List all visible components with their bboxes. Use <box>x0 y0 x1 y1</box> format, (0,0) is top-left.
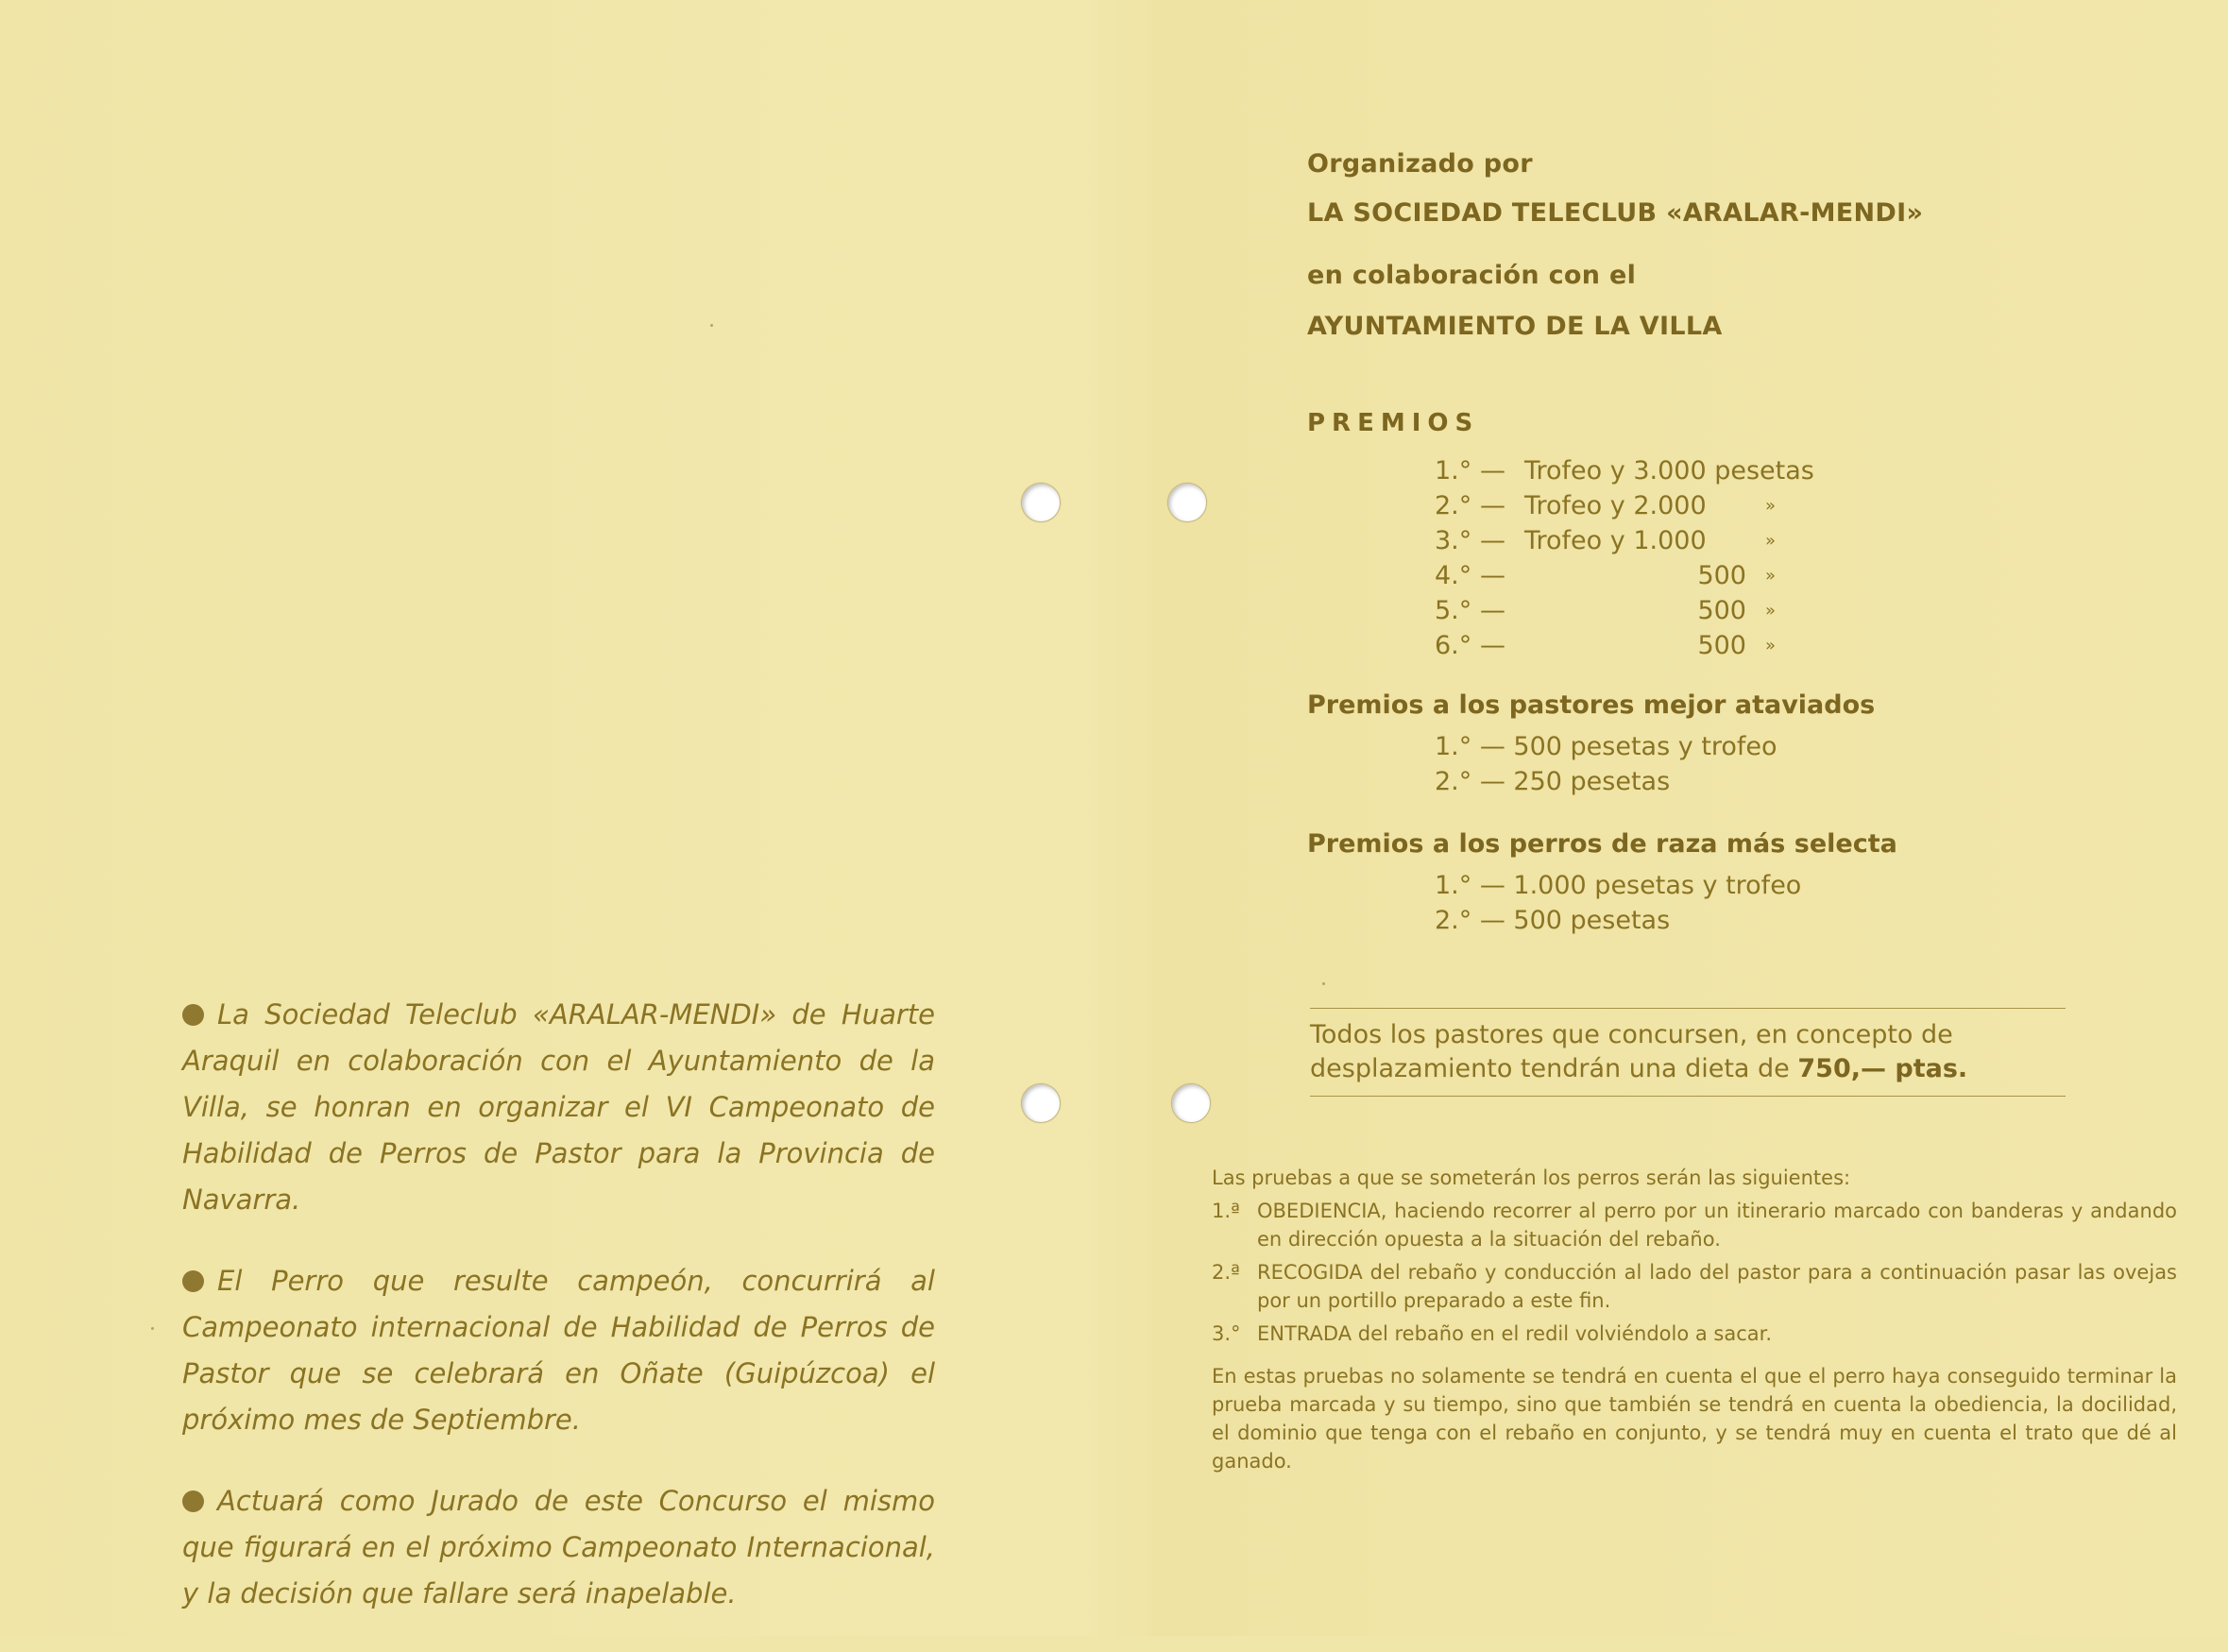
best-dressed-heading: Premios a los pastores mejor ataviados <box>1307 690 1876 720</box>
paper-speck <box>1322 982 1325 985</box>
test-item: 1.ª OBEDIENCIA, haciendo recorrer al perro por un itinerario marcado con banderas y andando en dirección opuesta a la situación del rebaño. <box>1212 1200 2177 1251</box>
select-breed-list <box>1435 868 1801 938</box>
tests-intro: Las pruebas a que se someterán los perros serán las siguientes: <box>1212 1167 1851 1189</box>
collaboration-with: en colaboración con el <box>1307 261 1637 290</box>
info-paragraph: Actuará como Jurado de este Concurso el mismo que figurará en el próximo Campeonato Internacional, y la decisión que fallare será inapelable. <box>182 1485 935 1609</box>
info-column <box>182 992 935 1652</box>
paper-speck <box>151 1327 154 1330</box>
town-hall: AYUNTAMIENTO DE LA VILLA <box>1307 312 1723 341</box>
punch-hole <box>1167 483 1207 522</box>
punch-hole <box>1171 1083 1211 1123</box>
list-item: 1.° — 500 pesetas y trofeo <box>1435 732 1777 761</box>
tests-conclusion: En estas pruebas no solamente se tendrá en cuenta el que el perro haya conseguido terminar la prueba marcada y su tiempo, sino que también se tendrá en cuenta la obediencia, la docilidad, el dominio que tenga con el rebaño en conjunto, y se tendrá muy en cuenta el trato que dé al ganado. <box>1212 1365 2177 1473</box>
bullet-dot-icon <box>182 1490 204 1512</box>
best-dressed-list <box>1435 729 1777 799</box>
info-paragraph: La Sociedad Teleclub «ARALAR-MENDI» de Huarte Araquil en colaboración con el Ayuntamiento de la Villa, se honran en organizar el VI Campeonato de Habilidad de Perros de Pastor para la Provincia de Navarra. <box>182 998 935 1216</box>
document-spread: Organizado por LA SOCIEDAD TELECLUB «ARALAR-MENDI» en colaboración con el AYUNTAMIENTO DE LA VILLA PREMIOS 1.° — Trofeo y 3.000 pesetas 2.° — Trofeo y 2.000 » 3.° — Trofeo y 1.000 » 4.° — 500 » 5.° — 500 » 6.° — 500 » Premios a los pastores mejor ataviados 1.° — 500 pesetas y trofeo 2.° — 250 pesetas Premios a los perros de raza más selecta 1.° — 1.000 pesetas y trofeo 2.° — 500 pesetas Todos los pastores que concursen, en concepto de desplazamiento tendrán una dieta de 750,— ptas. Las pruebas a que se someterán los perros serán las siguientes: 1.ª OBEDIENCIA, haciendo recorrer al perro por un itinerario marcado con banderas y andando en dirección opuesta a la situación del rebaño. 2.ª RECOGIDA del rebaño y conducción al lado del pastor para a continuación pasar las ovejas por un portillo preparado a este fin. 3.° ENTRADA del rebaño en el redil volviéndolo a sacar. En estas pruebas no solamente se tendrá en cuenta el que el perro haya conseguido terminar la prueba marcada y su tiempo, sino que también se tendrá en cuenta la obediencia, la docilidad, el dominio que tenga con el rebaño en conjunto, y se tendrá muy en cuenta el trato que dé al ganado. La Sociedad Teleclub «ARALAR-MENDI» de Huarte Araquil en colaboración con el Ayuntamiento de la Villa, se honran en organizar el VI Campeonato de Habilidad de Perros de Pastor para la Provincia de Navarra. El Perro que resulte campeón, concurrirá al Campeonato internacional de Habilidad de Perros de Pastor que se celebrará en Oñate (Guipúzcoa) el próximo mes de Septiembre. Actuará como Jurado de este Concurso el mismo que figurará en el próximo Campeonato Internacional, y la decisión que fallare será inapelable. <box>0 0 2228 1636</box>
punch-hole <box>1021 483 1061 522</box>
info-paragraph: El Perro que resulte campeón, concurrirá al Campeonato internacional de Habilidad de Perros de Pastor que se celebrará en Oñate (Guipúzcoa) el próximo mes de Septiembre. <box>182 1265 935 1436</box>
prizes-heading: PREMIOS <box>1307 409 1480 437</box>
tests-section <box>1212 1164 2177 1475</box>
organized-by: Organizado por <box>1307 149 1533 179</box>
list-item: 1.° — 1.000 pesetas y trofeo <box>1435 871 1802 900</box>
allowance-notice: Todos los pastores que concursen, en concepto de desplazamiento tendrán una dieta de 750,— ptas. <box>1310 1008 2066 1097</box>
list-item: 2.° — 500 pesetas <box>1435 906 1671 935</box>
list-item: 2.° — 250 pesetas <box>1435 767 1671 796</box>
test-item: 3.° ENTRADA del rebaño en el redil volviéndolo a sacar. <box>1212 1322 1773 1345</box>
select-breed-heading: Premios a los perros de raza más selecta <box>1307 829 1897 859</box>
society-name: LA SOCIEDAD TELECLUB «ARALAR-MENDI» <box>1307 198 1924 228</box>
bullet-dot-icon <box>182 1004 204 1026</box>
bullet-dot-icon <box>182 1270 204 1292</box>
test-item: 2.ª RECOGIDA del rebaño y conducción al lado del pastor para a continuación pasar las ovejas por un portillo preparado a este fin. <box>1212 1261 2177 1312</box>
punch-hole <box>1021 1083 1061 1123</box>
paper-speck <box>710 324 713 327</box>
